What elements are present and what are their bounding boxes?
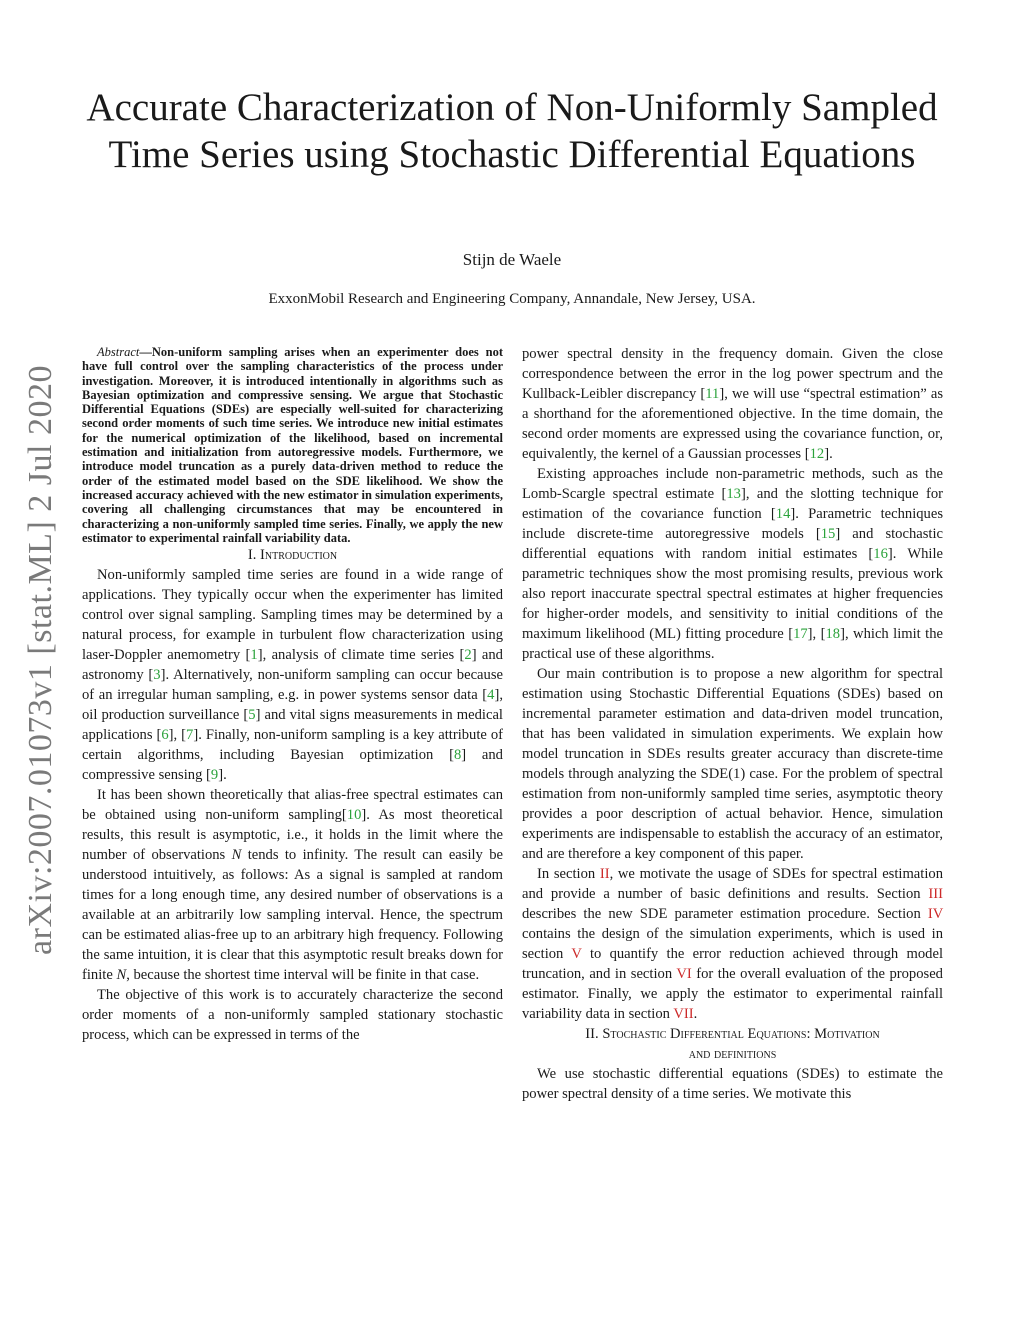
text-run: , we motivate the usage of SDEs for spectral estimation and provide a number of basic definitions and results. Section: [522, 866, 943, 902]
text-run: and astronomy: [82, 647, 503, 684]
citation-link[interactable]: 9: [210, 767, 219, 784]
text-run: and vital signs measurements in medical applications: [82, 707, 503, 744]
intro-paragraph-3: The objective of this work is to accurately characterize the second order moments of a non-uniformly sampled stationary stochastic process, which can be expressed in terms of the: [82, 987, 503, 1044]
citation-link[interactable]: 16: [873, 546, 888, 562]
text-run: power spectral density in the frequency domain. Given the close correspondence between the error in the log power spectrum and the Kullback-Leibler discrepancy: [522, 346, 943, 402]
section-reference-link[interactable]: IV: [927, 906, 943, 922]
section-reference-link[interactable]: II: [599, 866, 610, 882]
arxiv-identifier: arXiv:2007.01073v1 [stat.ML] 2 Jul 2020: [22, 365, 59, 955]
text-run: , oil production surveillance: [82, 687, 503, 724]
right-paragraph-1: power spectral density in the frequency domain. Given the close correspondence between the error in the log power spectrum and the Kullback-Leibler discrepancy [11], we will use “spectral estimation” as a shorthand for the aforementioned objective. In the time domain, the second order moments are expressed using the covariance function, or, equivalently, the kernel of a Gaussian processes [12].: [522, 346, 943, 462]
section-reference-link[interactable]: III: [928, 886, 943, 902]
text-run: to quantify the error reduction achieved through model truncation, and in section: [522, 946, 943, 982]
citation-link[interactable]: 2: [464, 647, 472, 664]
text-run: Existing approaches include non-parametric methods, such as the Lomb-Scargle spectral estimate: [522, 466, 943, 502]
abstract-dash: —: [139, 345, 152, 359]
text-run: , which limit the practical use of these algorithms.: [522, 626, 943, 662]
text-run: . Parametric techniques include discrete-time autoregressive models: [522, 506, 944, 542]
math-symbol: N: [231, 847, 242, 864]
section-title: Stochastic Differential Equations: Motivation: [602, 1026, 880, 1042]
section-number: II.: [585, 1026, 599, 1042]
left-column: [82, 344, 503, 1045]
text-run: ,: [173, 727, 182, 744]
section-heading-sde: [522, 1024, 943, 1064]
text-run: , analysis of climate time series: [262, 647, 460, 664]
citation-link[interactable]: 10: [346, 807, 362, 824]
citation-link[interactable]: 18: [825, 626, 841, 642]
text-run: describes the new SDE parameter estimation procedure. Section: [522, 906, 928, 922]
citation-link[interactable]: 12: [809, 446, 825, 462]
paper-title: Accurate Characterization of Non-Uniformly Sampled Time Series using Stochastic Differential Equations: [86, 86, 938, 176]
intro-paragraph-1: Non-uniformly sampled time series are found in a wide range of applications. They typically occur when the experimenter has limited control over signal sampling. Sampling times may be determined by a natural process, for example in turbulent flow characterization using laser-Doppler anemometry [1], analysis of climate time series [2] and astronomy [3]. Alternatively, non-uniform sampling can occur because of an irregular human sampling, e.g. in power systems sensor data [4], oil production surveillance [5] and vital signs measurements in medical applications [6], [7]. Finally, non-uniform sampling is a key attribute of certain algorithms, including Bayesian optimization [8] and compressive sensing [9].: [82, 567, 504, 784]
text-run: ,: [812, 626, 821, 642]
math-symbol: N: [116, 967, 127, 984]
author-name: Stijn de Waele: [462, 250, 562, 269]
text-run: , and the slotting technique for estimation of the covariance function: [522, 486, 944, 522]
text-run: and stochastic differential equations with random initial estimates: [522, 526, 943, 562]
section-heading-introduction: [82, 545, 503, 565]
right-column: [522, 344, 943, 1104]
section-title: Introduction: [260, 547, 338, 564]
abstract-text: Non-uniform sampling arises when an experimenter does not have full control over the sampling characteristics of the process under investigation. Moreover, it is introduced intentionally in algorithms such as Bayesian optimization and compressive sensing. We argue that Stochastic Differential Equations (SDEs) are especially well-suited for characterizing second order moments of such time series. We introduce new initial estimates for the numerical optimization of the likelihood, based on incremental estimation and initialization from autoregressive models. Furthermore, we introduce model truncation as a purely data-driven method to reduce the order of the estimated model based on the SDE likelihood. We show the increased accuracy achieved with the new estimator in simulation experiments, covering all challenging circumstances that may be encountered in characterizing a non-uniformly sampled time series. Finally, we apply the new estimator to experimental rainfall variability data.: [82, 345, 503, 545]
text-run: for the overall evaluation of the proposed estimator. Finally, we apply the estimator to experimental rainfall variability data in section: [522, 966, 943, 1022]
citation-link[interactable]: 4: [487, 687, 495, 704]
text-run: It has been shown theoretically that alias-free spectral estimates can be obtained using non-uniform sampling: [82, 787, 503, 824]
citation-link[interactable]: 14: [775, 506, 791, 522]
text-run: . Alternatively, non-uniform sampling can occur because of an irregular human sampling, e.g. in power systems sensor data: [82, 667, 503, 704]
text-run: Non-uniformly sampled time series are found in a wide range of applications. They typically occur when the experimenter has limited control over signal sampling. Sampling times may be determined by a natural process, for example in turbulent flow characterization using laser-Doppler anemometry: [82, 567, 503, 664]
text-run: and compressive sensing: [82, 747, 503, 784]
section-reference-link[interactable]: VII: [673, 1006, 694, 1022]
citation-link[interactable]: 1: [250, 647, 258, 664]
intro-paragraph-2: It has been shown theoretically that alias-free spectral estimates can be obtained using non-uniform sampling[10]. As most theoretical results, this result is asymptotic, i.e., it holds in the limit where the number of observations N tends to infinity. The result can easily be understood intuitively, as follows: As a signal is sampled at random times for a long enough time, any desired number of observations is a available at an arbitrarily low sampling interval. Hence, the spectrum can be estimated alias-free up to an arbitrary high frequency. Following the same intuition, it is clear that this asymptotic result breaks down for finite N, because the shortest time interval will be finite in that case.: [82, 787, 503, 984]
citation-link[interactable]: 15: [820, 526, 836, 542]
text-run: . As most theoretical results, this result is asymptotic, i.e., it holds in the limit where the number of observations: [82, 807, 503, 864]
right-paragraph-3: Our main contribution is to propose a new algorithm for spectral estimation using Stochastic Differential Equations (SDEs) based on incremental parameter estimation and data-driven model truncation, that has been validated in simulation experiments. We explain how model truncation in SDEs results greater accuracy than discrete-time models through analyzing the SDE(1) case. For the problem of spectral estimation from non-uniformly sampled time series, asymptotic theory provides a poor description of actual behavior. Hence, simulation experiments are indispensable to establish the accuracy of an estimator, and are therefore a key component of this paper.: [522, 666, 943, 862]
citation-link[interactable]: 8: [453, 747, 462, 764]
text-run: .: [223, 767, 227, 784]
text-run: .: [693, 1006, 698, 1022]
text-run: , because the shortest time interval will be finite in that case.: [126, 967, 480, 984]
section-number: I.: [247, 547, 257, 564]
abstract: [82, 344, 503, 545]
abstract-label: Abstract: [97, 345, 140, 359]
right-paragraph-2: Existing approaches include non-parametric methods, such as the Lomb-Scargle spectral estimate [13], and the slotting technique for estimation of the covariance function [14]. Parametric techniques include discrete-time autoregressive models [15] and stochastic differential equations with random initial estimates [16]. While parametric techniques show the most promising results, previous work also report inaccurate spectral spectral estimates at higher frequencies for higher-order models, and sensitivity to initial conditions of the maximum likelihood (ML) fitting procedure [17], [18], which limit the practical use of these algorithms.: [522, 466, 944, 662]
citation-link[interactable]: 11: [705, 386, 720, 402]
text-run: contains the design of the simulation experiments, which is used in section: [522, 926, 943, 962]
citation-link[interactable]: 5: [248, 707, 256, 724]
citation-link[interactable]: 3: [153, 667, 161, 684]
text-run: In section: [537, 866, 600, 882]
text-run: . Finally, non-uniform sampling is a key attribute of certain algorithms, including Bayesian optimization: [82, 727, 504, 764]
citation-link[interactable]: 13: [726, 486, 741, 502]
section-reference-link[interactable]: VI: [676, 966, 692, 982]
text-run: . While parametric techniques show the most promising results, previous work also report inaccurate spectral spectral estimates at higher frequencies for higher-order models, and sensitivity to initial conditions of the maximum likelihood (ML) fitting procedure: [522, 546, 943, 642]
text-run: .: [829, 446, 833, 462]
author-affiliation: ExxonMobil Research and Engineering Company, Annandale, New Jersey, USA.: [268, 291, 756, 307]
section-reference-link[interactable]: V: [571, 946, 582, 962]
arxiv-sidebar: [16, 360, 66, 960]
text-run: , we will use “spectral estimation” as a shorthand for the aforementioned objective. In the time domain, the second order moments are expressed using the covariance function, or, equivalently, the kernel of a Gaussian processes: [522, 386, 943, 462]
citation-link[interactable]: 17: [793, 626, 808, 642]
right-paragraph-5: We use stochastic differential equations (SDEs) to estimate the power spectral density of a time series. We motivate this: [522, 1066, 943, 1102]
section-title-continued: and definitions: [688, 1046, 777, 1062]
text-run: tends to infinity. The result can easily be understood intuitively, as follows: As a signal is sampled at random times for a long enough time, any desired number of observations is a available at an arbitrarily low sampling interval. Hence, the spectrum can be estimated alias-free up to an arbitrary high frequency. Following the same intuition, it is clear that this asymptotic result breaks down for finite: [82, 847, 503, 984]
citation-link[interactable]: 6: [161, 727, 169, 744]
citation-link[interactable]: 7: [186, 727, 194, 744]
right-paragraph-4: [522, 864, 943, 1024]
